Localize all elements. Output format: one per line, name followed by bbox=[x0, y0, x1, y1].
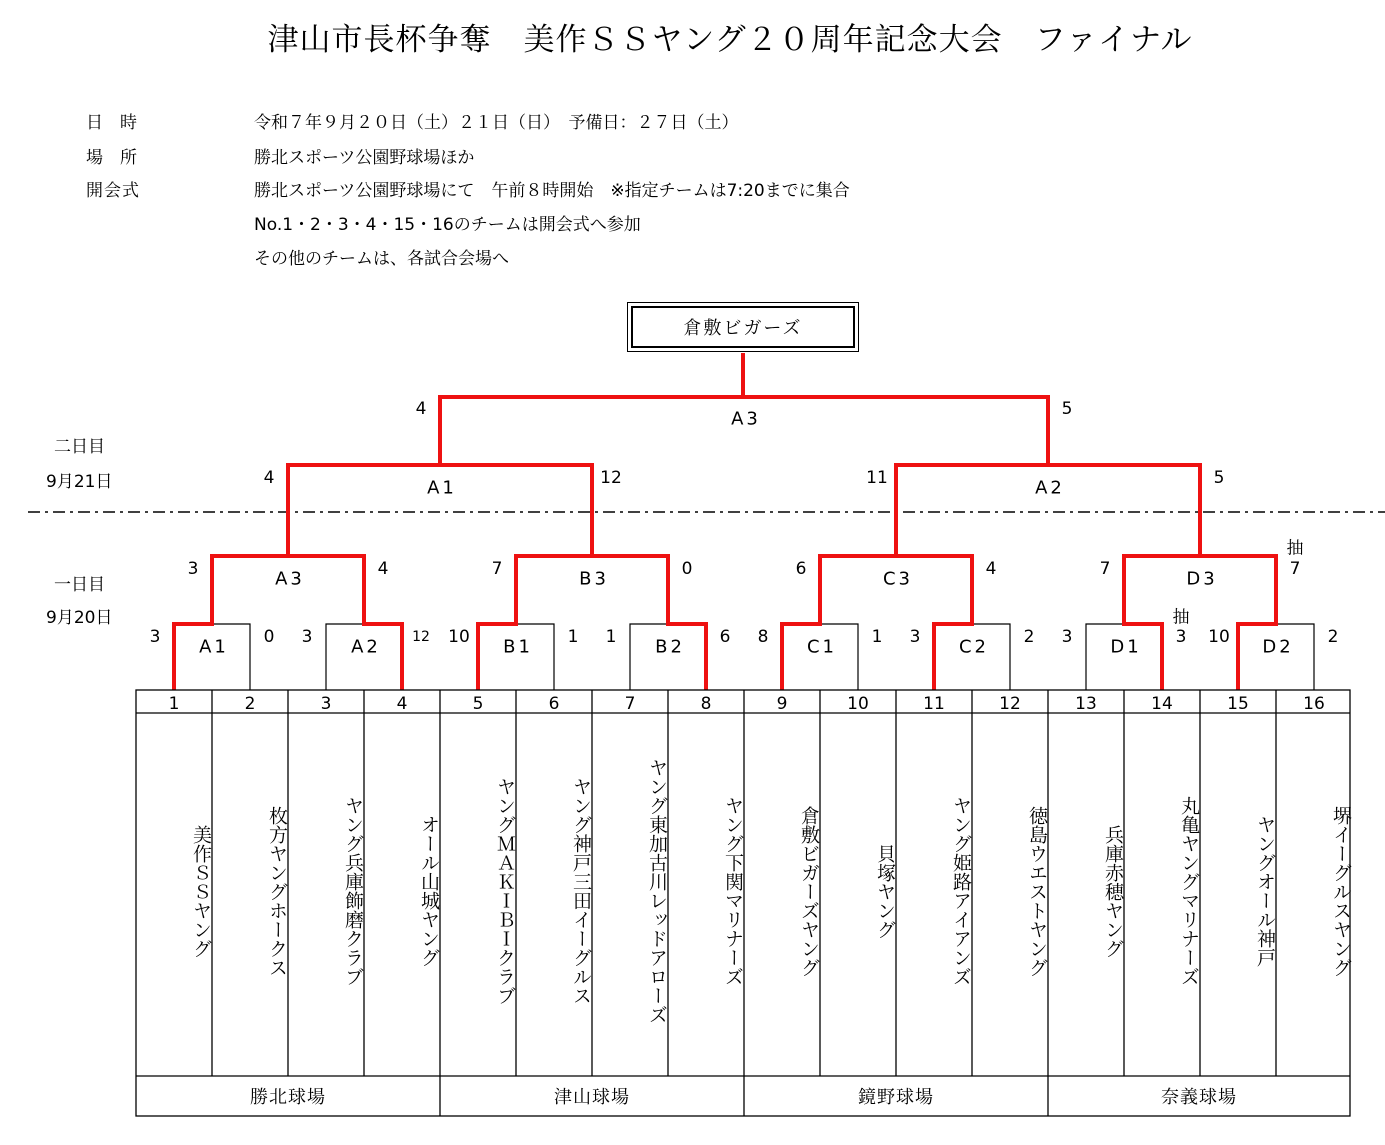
score-C2-right: 2 bbox=[1023, 627, 1035, 647]
score-A1r1-left: 3 bbox=[149, 627, 161, 647]
score-A2r1-right: 12 bbox=[412, 629, 430, 645]
score-B3-right: 0 bbox=[681, 559, 693, 579]
page-title: 津山市長杯争奪 美作ＳＳヤング２０周年記念大会 ファイナル bbox=[267, 22, 1193, 58]
score-A2q-left: 11 bbox=[866, 468, 888, 488]
line-A3r2 bbox=[212, 556, 364, 624]
line-D3 bbox=[1124, 556, 1276, 624]
venue-kagamino: 鏡野球場 bbox=[858, 1087, 934, 1108]
score-A1r1-right: 0 bbox=[263, 627, 275, 647]
team-no-4: 4 bbox=[396, 694, 408, 714]
score-B2-right: 6 bbox=[719, 627, 731, 647]
score-D2-left: 10 bbox=[1208, 627, 1230, 647]
team-no-1: 1 bbox=[168, 694, 180, 714]
team-name-1: 美作ＳＳヤング bbox=[190, 824, 212, 958]
score-D1-left: 3 bbox=[1061, 627, 1073, 647]
bracket-lines bbox=[174, 397, 1314, 690]
win-9 bbox=[743, 397, 1048, 690]
team-name-15: ヤングオール神戸 bbox=[1254, 815, 1276, 967]
day1-name: 一日目 bbox=[54, 575, 105, 595]
match-label-C3: C3 bbox=[882, 568, 914, 590]
match-label-D3: D3 bbox=[1186, 568, 1218, 590]
match-label-A2q: A2 bbox=[1035, 477, 1065, 499]
team-name-8: ヤング下関マリナーズ bbox=[722, 796, 744, 986]
score-B3-left: 7 bbox=[491, 559, 503, 579]
match-label-A3r2: A3 bbox=[275, 568, 305, 590]
match-label-B2: B2 bbox=[655, 636, 685, 658]
team-name-11: ヤング姫路アイアンズ bbox=[950, 796, 972, 986]
score-B1-right: 1 bbox=[567, 627, 579, 647]
team-name-3: ヤング兵庫飾磨クラブ bbox=[342, 796, 364, 986]
team-name-4: オール山城ヤング bbox=[418, 815, 440, 967]
score-B1-left: 10 bbox=[448, 627, 470, 647]
match-label-C1: C1 bbox=[806, 636, 838, 658]
match-label-A1q: A1 bbox=[427, 477, 457, 499]
line-A3f bbox=[440, 397, 1048, 465]
info-label-opening: 開会式 bbox=[86, 181, 140, 201]
team-name-14: 丸亀ヤングマリナーズ bbox=[1178, 796, 1200, 986]
team-no-10: 10 bbox=[847, 694, 869, 714]
match-label-A1r1: A1 bbox=[199, 636, 229, 658]
team-no-3: 3 bbox=[320, 694, 332, 714]
score-A1q-right: 12 bbox=[600, 468, 622, 488]
team-no-5: 5 bbox=[472, 694, 484, 714]
score-A3f-right: 5 bbox=[1061, 399, 1073, 419]
team-no-6: 6 bbox=[548, 694, 560, 714]
score-B2-left: 1 bbox=[605, 627, 617, 647]
score-A3r2-left: 3 bbox=[187, 559, 199, 579]
info-label-place: 場 所 bbox=[86, 148, 137, 168]
match-label-B3: B3 bbox=[579, 568, 609, 590]
line-B3 bbox=[516, 556, 668, 624]
team-no-16: 16 bbox=[1303, 694, 1325, 714]
match-label-A2r1: A2 bbox=[351, 636, 381, 658]
score-C3-right: 4 bbox=[985, 559, 997, 579]
team-no-15: 15 bbox=[1227, 694, 1249, 714]
day2-date: 9月21日 bbox=[46, 472, 113, 492]
score-A3f-left: 4 bbox=[415, 399, 427, 419]
score-D3-left: 7 bbox=[1099, 559, 1111, 579]
team-no-7: 7 bbox=[624, 694, 636, 714]
score-D1-right: 3 bbox=[1175, 627, 1187, 647]
team-no-8: 8 bbox=[700, 694, 712, 714]
info-value-other-teams: その他のチームは、各試合会場へ bbox=[254, 249, 509, 269]
score-D2-right: 2 bbox=[1327, 627, 1339, 647]
info-value-datetime: 令和７年９月２０日（土）２１日（日） 予備日：２７日（土） bbox=[254, 113, 739, 133]
team-no-9: 9 bbox=[776, 694, 788, 714]
draw-mark-D1: 抽 bbox=[1172, 607, 1190, 628]
line-C3 bbox=[820, 556, 972, 624]
team-name-9: 倉敷ビガーズヤング bbox=[798, 805, 820, 977]
champion-box bbox=[627, 302, 859, 352]
team-name-6: ヤング神戸三田イーグルス bbox=[570, 777, 592, 1005]
team-name-13: 兵庫赤穂ヤング bbox=[1102, 824, 1124, 958]
venue-tsuyama: 津山球場 bbox=[554, 1087, 630, 1108]
day2-name: 二日目 bbox=[54, 437, 105, 457]
match-label-B1: B1 bbox=[503, 636, 533, 658]
score-A2r1-left: 3 bbox=[301, 627, 313, 647]
info-label-datetime: 日 時 bbox=[86, 113, 137, 133]
team-no-2: 2 bbox=[244, 694, 256, 714]
match-label-D1: D1 bbox=[1110, 636, 1142, 658]
team-no-13: 13 bbox=[1075, 694, 1097, 714]
team-name-16: 堺イーグルスヤング bbox=[1330, 805, 1352, 977]
match-label-A3f: A3 bbox=[731, 408, 761, 430]
info-value-opening-teams: No.1・2・3・4・15・16のチームは開会式へ参加 bbox=[254, 215, 641, 235]
score-C1-left: 8 bbox=[757, 627, 769, 647]
team-name-10: 貝塚ヤング bbox=[874, 843, 896, 939]
match-label-D2: D2 bbox=[1262, 636, 1294, 658]
team-no-12: 12 bbox=[999, 694, 1021, 714]
score-C3-left: 6 bbox=[795, 559, 807, 579]
info-value-opening: 勝北スポーツ公園野球場にて 午前８時開始 ※指定チームは7:20までに集合 bbox=[254, 181, 850, 201]
score-A2q-right: 5 bbox=[1213, 468, 1225, 488]
info-value-place: 勝北スポーツ公園野球場ほか bbox=[254, 148, 475, 168]
team-name-2: 枚方ヤングホークス bbox=[266, 805, 288, 977]
team-name-7: ヤング東加古川レッドアローズ bbox=[646, 758, 668, 1024]
team-name-5: ヤングＭＡＫＩＢＩクラブ bbox=[494, 777, 516, 1005]
match-label-C2: C2 bbox=[958, 636, 990, 658]
day1-date: 9月20日 bbox=[46, 608, 113, 628]
score-D3-right: 7 bbox=[1289, 559, 1301, 579]
score-C2-left: 3 bbox=[909, 627, 921, 647]
venue-nagi: 奈義球場 bbox=[1161, 1087, 1237, 1108]
draw-mark-D3: 抽 bbox=[1286, 538, 1304, 559]
venue-shoboku: 勝北球場 bbox=[250, 1087, 326, 1108]
team-no-11: 11 bbox=[923, 694, 945, 714]
team-no-14: 14 bbox=[1151, 694, 1173, 714]
score-A3r2-right: 4 bbox=[377, 559, 389, 579]
team-name-12: 徳島ウエストヤング bbox=[1026, 805, 1048, 977]
score-C1-right: 1 bbox=[871, 627, 883, 647]
champion-name: 倉敷ビガーズ bbox=[631, 306, 855, 348]
score-A1q-left: 4 bbox=[263, 468, 275, 488]
